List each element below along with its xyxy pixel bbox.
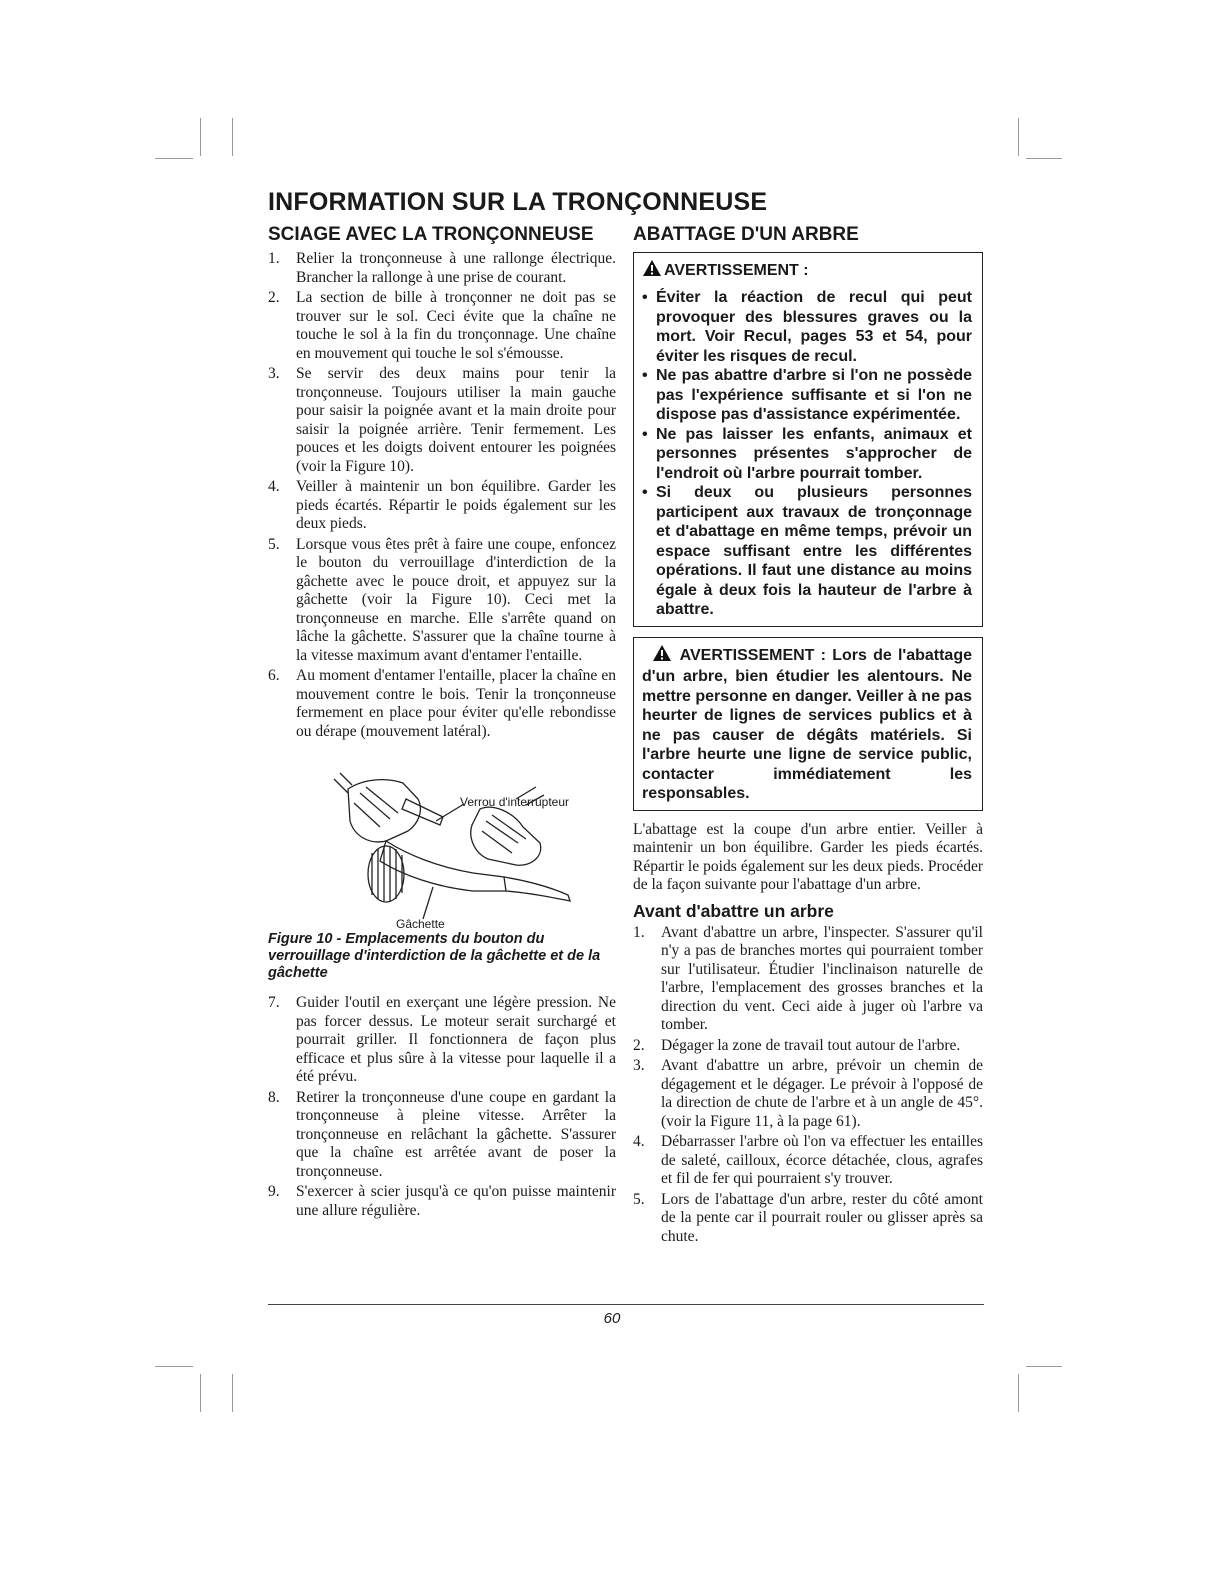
page-number: 60 — [603, 1310, 621, 1327]
list-item — [268, 365, 616, 476]
felling-steps-list — [633, 924, 983, 1247]
step-number: 2. — [268, 289, 280, 306]
list-item — [268, 667, 616, 741]
step-text: Avant d'abattre un arbre, prévoir un chemin de dégagement et le dégager. Le prévoir à l'opposé de la direction de chute de l'arbre et à un angle de 45°. (voir la Figure 11, à la page 61). — [661, 1057, 983, 1130]
crop-mark — [232, 118, 233, 156]
list-item — [268, 250, 616, 287]
step-number: 2. — [633, 1036, 645, 1054]
subheading-before-felling: Avant d'abattre un arbre — [633, 900, 834, 921]
step-text: Dégager la zone de travail tout autour de l'arbre. — [661, 1036, 961, 1054]
step-text: Veiller à maintenir un bon équilibre. Garder les pieds écartés. Répartir le poids également sur les deux pieds. — [296, 478, 616, 532]
chainsaw-hands-illustration — [268, 769, 616, 929]
step-number: 8. — [268, 1088, 280, 1106]
step-text: Relier la tronçonneuse à une rallonge électrique. Brancher la rallonge à une prise de courant. — [296, 250, 616, 286]
list-item — [633, 1133, 983, 1189]
step-text: Débarrasser l'arbre où l'on va effectuer les entailles de saleté, cailloux, écorce détachée, clous, agrafes et fil de fer qui pourraient s'y trouver. — [661, 1133, 983, 1187]
warning-triangle-icon — [642, 259, 662, 282]
list-item — [268, 1183, 616, 1220]
warning-box-surroundings — [633, 637, 983, 811]
step-number: 9. — [268, 1183, 280, 1200]
footer-rule — [268, 1304, 984, 1305]
crop-mark — [155, 158, 193, 159]
left-column — [268, 224, 616, 1222]
warning-item-text: Ne pas laisser les enfants, animaux et personnes présentes s'approcher de l'endroit où l'arbre pourrait tomber. — [656, 425, 972, 482]
step-number: 4. — [268, 478, 280, 495]
warning-text: AVERTISSEMENT : Lors de l'abattage d'un arbre, bien étudier les alentours. Ne mettre personne en danger. Veiller à ne pas heurter de lignes de services publics et à ne pas causer de dégâts matériels. Si l'arbre heurte une ligne de service public, contacter immédiatement les responsables. — [642, 646, 973, 802]
step-number: 7. — [268, 994, 280, 1011]
page-title: INFORMATION SUR LA TRONÇONNEUSE — [268, 188, 768, 216]
warning-header — [642, 259, 972, 282]
section-heading-sawing: SCIAGE AVEC LA TRONÇONNEUSE — [268, 224, 594, 245]
list-item — [268, 994, 616, 1087]
step-number: 6. — [268, 667, 280, 684]
step-text: Guider l'outil en exerçant une légère pression. Ne pas forcer dessus. Le moteur serait surchargé et pourrait griller. Il fonctionnera de façon plus efficace et plus sûre à la vitesse pour laquelle il a été prévu. — [296, 994, 616, 1085]
step-number: 5. — [268, 535, 280, 553]
warning-item-text: Éviter la réaction de recul qui peut provoquer des blessures graves ou la mort. Voir Recul, pages 53 et 54, pour éviter les risques de recul. — [656, 289, 972, 365]
warning-paragraph — [642, 644, 972, 804]
section-heading-felling: ABATTAGE D'UN ARBRE — [633, 224, 859, 245]
step-text: Se servir des deux mains pour tenir la tronçonneuse. Toujours utiliser la main gauche pour saisir la poignée avant et la main droite pour saisir la poignée arrière. Tenir fermement. Les pouces et les doigts doivent entourer les poignées (voir la Figure 10). — [296, 365, 616, 475]
trigger-label: Gâchette — [396, 917, 445, 931]
warning-item: • Ne pas laisser les enfants, animaux et personnes présentes s'approcher de l'endroit où l'arbre pourrait tomber. — [642, 425, 972, 482]
crop-mark — [1018, 1374, 1019, 1412]
warning-title: AVERTISSEMENT : — [664, 261, 809, 279]
crop-mark — [200, 1374, 201, 1412]
figure-caption: Figure 10 - Emplacements du bouton du verrouillage d'interdiction de la gâchette et de la gâchette — [268, 931, 601, 981]
warning-item-text: Si deux ou plusieurs personnes participent aux travaux de tronçonnage et d'abattage en même temps, prévoir un espace suffisant entre les différentes opérations. Il faut une distance au moins égale à deux fois la hauteur de l'arbre à abattre. — [656, 484, 972, 618]
list-item — [633, 924, 983, 1035]
step-text: Avant d'abattre un arbre, l'inspecter. S'assurer qu'il n'y a pas de branches mortes qui pourraient tomber sur l'utilisateur. Étudier l'inclinaison naturelle de l'arbre, l'emplacement des grosses branches et la direction du vent. Ceci aide à juger où l'arbre va tomber. — [661, 923, 983, 1033]
warning-item: • Ne pas abattre d'arbre si l'on ne possède pas l'expérience suffisante et si l'on ne dispose pas d'assistance expérimentée. — [642, 367, 972, 423]
lock-label: Verrou d'interrupteur — [460, 795, 570, 809]
step-text: Lors de l'abattage d'un arbre, rester du côté amont de la pente car il pourrait rouler ou glisser après sa chute. — [661, 1190, 983, 1245]
warning-box-kickback — [633, 252, 983, 627]
crop-mark — [200, 118, 201, 156]
step-text: S'exercer à scier jusqu'à ce qu'on puisse maintenir une allure régulière. — [296, 1183, 616, 1219]
list-item — [268, 1089, 616, 1182]
sawing-steps-list-continued — [268, 994, 616, 1220]
step-number: 4. — [633, 1133, 645, 1150]
step-text: Lorsque vous êtes prêt à faire une coupe, enfoncez le bouton du verrouillage d'interdiction de la gâchette avec le pouce droit, et appuyez sur la gâchette (voir la Figure 10). Ceci met la tronçonneuse en marche. Elle s'arrête quand on lâche la gâchette. S'assurer que la chaîne tourne à la vitesse maximum avant d'entamer l'entaille. — [296, 535, 616, 664]
step-number: 1. — [268, 250, 280, 267]
step-text: Au moment d'entamer l'entaille, placer la chaîne en mouvement contre le bois. Tenir la tronçonneuse fermement en place pour éviter qu'elle rebondisse ou dérape (mouvement latéral). — [296, 667, 616, 740]
crop-mark — [1026, 158, 1062, 159]
list-item — [633, 1191, 983, 1247]
warning-triangle-icon — [652, 644, 672, 668]
warning-item-text: Ne pas abattre d'arbre si l'on ne possède pas l'expérience suffisante et si l'on ne dispose pas d'assistance expérimentée. — [656, 367, 972, 423]
warning-item: • Éviter la réaction de recul qui peut provoquer des blessures graves ou la mort. Voir Recul, pages 53 et 54, pour éviter les risques de recul. — [642, 289, 972, 365]
list-item — [633, 1037, 983, 1056]
step-number: 1. — [633, 923, 645, 941]
figure-10 — [268, 769, 616, 929]
step-number: 5. — [633, 1190, 645, 1208]
list-item — [268, 289, 616, 363]
list-item — [268, 536, 616, 666]
warning-list — [642, 288, 972, 620]
sawing-steps-list — [268, 250, 616, 741]
step-number: 3. — [268, 365, 280, 382]
step-number: 3. — [633, 1057, 645, 1074]
step-text: La section de bille à tronçonner ne doit pas se trouver sur le sol. Ceci évite que la chaîne ne touche le sol à la fin du tronçonnage. Une chaîne en mouvement qui touche le sol s'émousse. — [296, 289, 616, 362]
list-item — [268, 478, 616, 534]
list-item — [633, 1057, 983, 1131]
felling-intro: L'abattage est la coupe d'un arbre entier. Veiller à maintenir un bon équilibre. Garder les pieds écartés. Répartir le poids également sur les deux pieds. Procéder de la façon suivante pour l'abattage d'un arbre. — [633, 820, 983, 893]
crop-mark — [155, 1366, 193, 1367]
crop-mark — [1018, 118, 1019, 156]
warning-item: • Si deux ou plusieurs personnes participent aux travaux de tronçonnage et d'abattage en même temps, prévoir un espace suffisant entre les différentes opérations. Il faut une distance au moins égale à deux fois la hauteur de l'arbre à abattre. — [642, 484, 972, 618]
crop-mark — [232, 1374, 233, 1412]
right-column — [633, 224, 983, 1248]
crop-mark — [1026, 1366, 1062, 1367]
step-text: Retirer la tronçonneuse d'une coupe en gardant la tronçonneuse à pleine vitesse. Arrêter la tronçonneuse en relâchant la gâchette. S'assurer que la chaîne est arrêtée avant de poser la tronçonneuse. — [296, 1088, 616, 1180]
